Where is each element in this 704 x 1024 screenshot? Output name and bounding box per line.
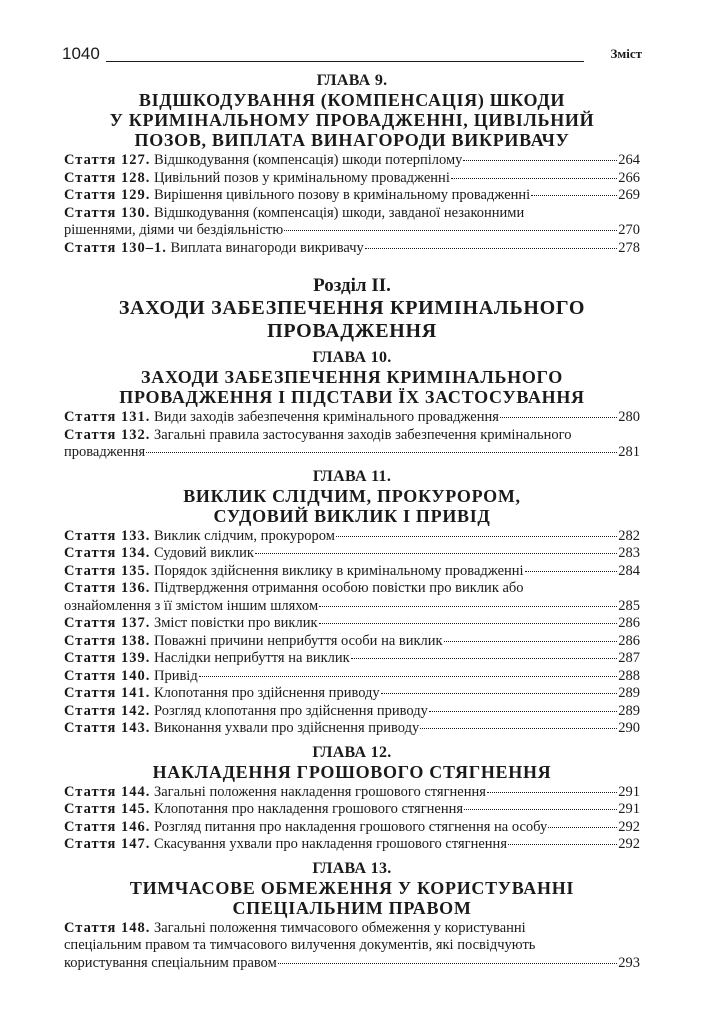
- article-label: Стаття 135.: [64, 562, 151, 579]
- toc-entry[interactable]: [64, 784, 640, 802]
- page-ref: 284: [618, 562, 640, 579]
- toc-entry[interactable]: [64, 187, 640, 205]
- article-label: Стаття 132.: [64, 426, 151, 443]
- article-title-cont: провадження: [64, 444, 146, 460]
- dot-leader: [429, 710, 617, 712]
- header-rule: [106, 61, 584, 62]
- dot-leader: [464, 808, 617, 810]
- article-title-cont: ознайомлення з її змістом іншим шляхом: [64, 597, 319, 614]
- dot-leader: [463, 159, 617, 161]
- page-ref: 292: [618, 836, 640, 852]
- page-ref: 264: [618, 152, 640, 168]
- toc-entry[interactable]: [64, 528, 640, 546]
- chapter-title-line: ПОЗОВ, ВИПЛАТА ВИНАГОРОДИ ВИКРИВАЧУ: [134, 130, 570, 150]
- article-title: Виклик слідчим, прокурором: [153, 527, 335, 544]
- toc-entry[interactable]: [64, 152, 640, 170]
- dot-leader: [319, 605, 617, 607]
- section-label: Розділ II.: [313, 275, 391, 296]
- dot-leader: [319, 622, 618, 624]
- article-title-cont: рішеннями, діями чи бездіяльністю: [64, 222, 284, 238]
- toc-entry[interactable]: [64, 240, 640, 258]
- article-title: Порядок здійснення виклику в кримінальному провадженні: [153, 562, 524, 579]
- chapter-13: [64, 860, 640, 973]
- chapter-title-line: ВІДШКОДУВАННЯ (КОМПЕНСАЦІЯ) ШКОДИ: [138, 90, 566, 110]
- page-ref: 285: [618, 597, 640, 614]
- article-title: Цивільний позов у кримінальному провадженні: [153, 169, 450, 186]
- page-ref: 266: [618, 169, 640, 186]
- article-title: Відшкодування (компенсація) шкоди потерпілому: [153, 152, 463, 168]
- section-2: [64, 275, 640, 343]
- page-ref: 270: [618, 222, 640, 238]
- toc-entry[interactable]: [64, 668, 640, 686]
- dot-leader: [365, 247, 618, 249]
- article-label: Стаття 145.: [64, 801, 151, 817]
- dot-leader: [284, 229, 617, 231]
- chapter-11: [64, 468, 640, 738]
- dot-leader: [381, 692, 618, 694]
- dot-leader: [451, 177, 617, 179]
- dot-leader: [278, 962, 617, 964]
- page-ref: 282: [618, 527, 640, 544]
- toc-entry[interactable]: [64, 650, 640, 668]
- toc-entry[interactable]: [64, 819, 640, 837]
- article-title: Розгляд клопотання про здійснення приводу: [153, 702, 428, 719]
- chapter-title-line: НАКЛАДЕННЯ ГРОШОВОГО СТЯГНЕННЯ: [152, 761, 552, 782]
- article-label: Стаття 131.: [64, 409, 151, 425]
- article-label: Стаття 130.: [64, 204, 151, 221]
- page-ref: 281: [618, 444, 640, 460]
- article-title: Клопотання про накладення грошового стягнення: [153, 801, 464, 817]
- chapter-title-line: У КРИМІНАЛЬНОМУ ПРОВАДЖЕННІ, ЦИВІЛЬНИЙ: [109, 110, 595, 130]
- page-ref: 283: [618, 545, 640, 561]
- chapter-label: ГЛАВА 13.: [312, 859, 392, 877]
- toc-entry[interactable]: [64, 427, 640, 462]
- article-label: Стаття 146.: [64, 818, 151, 835]
- toc-entry[interactable]: [64, 545, 640, 563]
- chapter-label: ГЛАВА 10.: [312, 349, 392, 366]
- dot-leader: [487, 791, 617, 793]
- page-ref: 278: [618, 239, 640, 256]
- article-title-cont: спеціальним правом та тимчасового вилучення документів, які посвідчують: [64, 937, 536, 953]
- article-title: Поважні причини неприбуття особи на виклик: [153, 632, 443, 649]
- page-ref: 280: [618, 409, 640, 425]
- page-ref: 292: [618, 818, 640, 835]
- article-label: Стаття 137.: [64, 615, 151, 631]
- chapter-title-line: СПЕЦІАЛЬНИМ ПРАВОМ: [232, 897, 472, 918]
- article-title: Клопотання про здійснення приводу: [153, 685, 380, 701]
- chapter-title-line: СУДОВИЙ ВИКЛИК І ПРИВІД: [213, 505, 491, 526]
- toc-entry[interactable]: [64, 205, 640, 240]
- article-title: Підтвердження отримання особою повістки про виклик або: [153, 580, 524, 596]
- chapter-10: [64, 349, 640, 462]
- page-ref: 291: [618, 801, 640, 817]
- toc-entry[interactable]: [64, 615, 640, 633]
- running-title: Зміст: [610, 46, 642, 61]
- page-ref: 287: [618, 650, 640, 666]
- dot-leader: [351, 657, 618, 659]
- article-title: Зміст повістки про виклик: [153, 615, 318, 631]
- toc-entry[interactable]: [64, 633, 640, 651]
- page-ref: 269: [618, 187, 640, 203]
- article-title: Види заходів забезпечення кримінального провадження: [153, 409, 499, 425]
- article-label: Стаття 143.: [64, 720, 151, 736]
- article-label: Стаття 129.: [64, 187, 151, 203]
- dot-leader: [255, 552, 617, 554]
- section-title-line: ПРОВАДЖЕННЯ: [267, 320, 437, 342]
- toc-entry[interactable]: [64, 580, 640, 615]
- page-ref: 286: [618, 615, 640, 631]
- dot-leader: [500, 416, 617, 418]
- chapter-label: ГЛАВА 11.: [312, 467, 392, 485]
- page-ref: 289: [618, 685, 640, 701]
- article-title: Загальні положення накладення грошового стягнення: [153, 783, 486, 800]
- page-ref: 286: [618, 632, 640, 649]
- chapter-label: ГЛАВА 9.: [316, 72, 388, 89]
- toc-entry[interactable]: [64, 720, 640, 738]
- dot-leader: [531, 194, 617, 196]
- toc-entry[interactable]: [64, 920, 640, 973]
- page-number: 1040: [62, 44, 100, 63]
- article-title: Виконання ухвали про здійснення приводу: [153, 720, 420, 736]
- dot-leader: [146, 451, 617, 453]
- article-label: Стаття 130–1.: [64, 239, 167, 256]
- dot-leader: [444, 640, 618, 642]
- page-ref: 289: [618, 702, 640, 719]
- article-label: Стаття 148.: [64, 919, 151, 936]
- section-title-line: ЗАХОДИ ЗАБЕЗПЕЧЕННЯ КРИМІНАЛЬНОГО: [118, 297, 586, 319]
- article-title: Привід: [153, 667, 198, 684]
- chapter-12: [64, 744, 640, 854]
- dot-leader: [336, 535, 617, 537]
- page-ref: 291: [618, 783, 640, 800]
- article-title-cont: користування спеціальним правом: [64, 954, 277, 971]
- article-label: Стаття 144.: [64, 783, 151, 800]
- page-ref: 290: [618, 720, 640, 736]
- dot-leader: [199, 675, 618, 677]
- chapter-9: [64, 72, 640, 257]
- article-title: Виплата винагороди викривачу: [170, 239, 364, 256]
- toc-entry[interactable]: [64, 801, 640, 819]
- page-ref: 293: [618, 954, 640, 971]
- article-label: Стаття 134.: [64, 545, 151, 561]
- article-title: Загальні правила застосування заходів забезпечення кримінального: [153, 426, 572, 443]
- article-label: Стаття 127.: [64, 152, 151, 168]
- toc-entry[interactable]: [64, 685, 640, 703]
- chapter-title-line: ПРОВАДЖЕННЯ І ПІДСТАВИ ЇХ ЗАСТОСУВАННЯ: [119, 387, 585, 407]
- article-title: Наслідки неприбуття на виклик: [153, 650, 350, 666]
- dot-leader: [525, 570, 618, 572]
- dot-leader: [548, 826, 617, 828]
- page-ref: 288: [618, 667, 640, 684]
- dot-leader: [420, 727, 617, 729]
- article-label: Стаття 139.: [64, 650, 151, 666]
- article-title: Вирішення цивільного позову в кримінальному провадженні: [153, 187, 531, 203]
- article-title: Відшкодування (компенсація) шкоди, завданої незаконними: [153, 204, 525, 221]
- article-label: Стаття 141.: [64, 685, 151, 701]
- chapter-title-line: ЗАХОДИ ЗАБЕЗПЕЧЕННЯ КРИМІНАЛЬНОГО: [141, 367, 563, 387]
- chapter-title-line: ТИМЧАСОВЕ ОБМЕЖЕННЯ У КОРИСТУВАННІ: [129, 877, 575, 898]
- article-label: Стаття 142.: [64, 702, 151, 719]
- article-title: Скасування ухвали про накладення грошового стягнення: [153, 836, 507, 852]
- article-title: Розгляд питання про накладення грошового стягнення на особу: [153, 818, 548, 835]
- toc-entry[interactable]: [64, 836, 640, 854]
- article-label: Стаття 140.: [64, 667, 151, 684]
- article-label: Стаття 147.: [64, 836, 151, 852]
- article-label: Стаття 138.: [64, 632, 151, 649]
- toc-entry[interactable]: [64, 409, 640, 427]
- page-header: [62, 44, 642, 66]
- toc-content: [64, 72, 640, 972]
- chapter-label: ГЛАВА 12.: [312, 743, 392, 761]
- toc-entry[interactable]: [64, 703, 640, 721]
- toc-entry[interactable]: [64, 170, 640, 188]
- article-title: Загальні положення тимчасового обмеження у користуванні: [153, 919, 526, 936]
- article-label: Стаття 133.: [64, 527, 151, 544]
- toc-entry[interactable]: [64, 563, 640, 581]
- dot-leader: [508, 843, 617, 845]
- article-title: Судовий виклик: [153, 545, 254, 561]
- chapter-title-line: ВИКЛИК СЛІДЧИМ, ПРОКУРОРОМ,: [183, 485, 521, 506]
- article-label: Стаття 136.: [64, 580, 151, 596]
- article-label: Стаття 128.: [64, 169, 151, 186]
